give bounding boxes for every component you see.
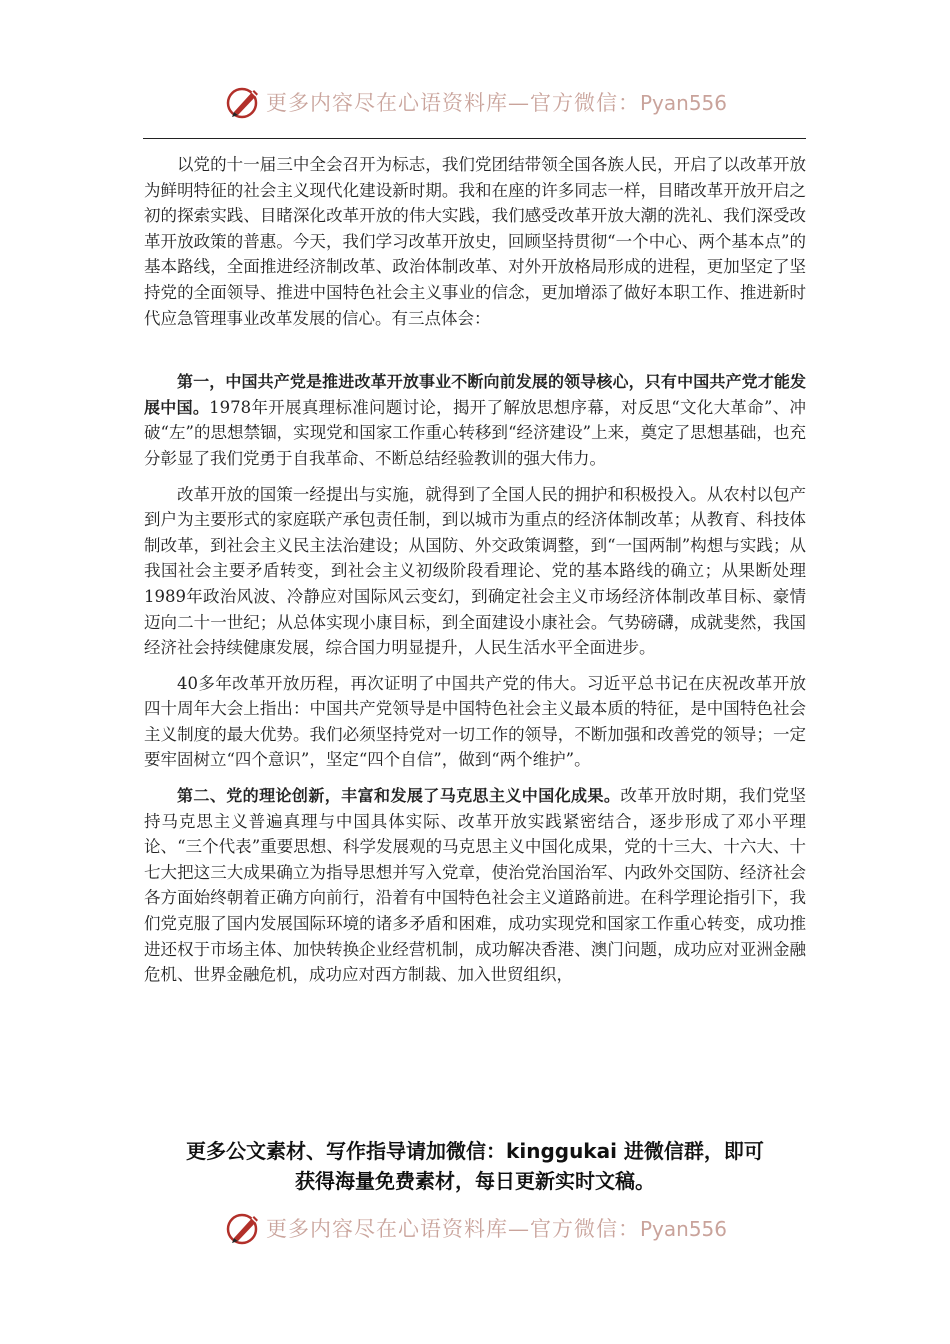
header-wechat-id: Pyan556: [640, 91, 728, 115]
promo-notice: [130, 1136, 820, 1196]
paragraph-point-two: [144, 783, 806, 988]
paragraph-forty-years: 40多年改革开放历程，再次证明了中国共产党的伟大。习近平总书记在庆祝改革开放四十周年大会上指出：中国共产党领导是中国特色社会主义最本质的特征，是中国特色社会主义制度的最大优势。我们必须坚持党对一切工作的领导，不断加强和改善党的领导；一定要牢固树立“四个意识”，坚定“四个自信”，做到“两个维护”。: [144, 673, 806, 770]
footer-banner: [224, 1208, 744, 1248]
promo-line-1: 更多公文素材、写作指导请加微信：kinggukai 进微信群，即可: [186, 1139, 764, 1163]
paragraph-point-two-text: 改革开放时期，我们党坚持马克思主义普遍真理与中国具体实际、改革开放实践紧密结合，逐步形成了邓小平理论、“三个代表”重要思想、科学发展观的马克思主义中国化成果，党的十三大、十六大、十七大把这三大成果确立为指导思想并写入党章，使治党治国治军、内政外交国防、经济社会各方面始终朝着正确方向前行，沿着有中国特色社会主义道路前进。在科学理论指引下，我们党克服了国内发展国际环境的诸多矛盾和困难，成功实现党和国家工作重心转变，成功推进还权于市场主体、加快转换企业经营机制，成功解决香港、澳门问题，成功应对亚洲金融危机、世界金融危机，成功应对西方制裁、加入世贸组织，: [144, 786, 806, 985]
header-banner: [224, 82, 744, 122]
paragraph-point-one-text: 1978年开展真理标准问题讨论，揭开了解放思想序幕，对反思“文化大革命”、冲破“左”的思想禁锢，实现党和国家工作重心转移到“经济建设”上来，奠定了思想基础，也充分彰显了我们党勇于自我革命、不断总结经验教训的强大伟力。: [144, 397, 806, 468]
paragraph-point-one: [144, 369, 806, 471]
pen-logo-icon: [224, 82, 264, 122]
header-divider: [143, 138, 806, 139]
pen-logo-icon: [224, 1208, 264, 1248]
header-banner-text: 更多内容尽在心语资料库—官方微信：Pyan556: [266, 91, 728, 115]
footer-wechat-id: Pyan556: [640, 1217, 728, 1241]
paragraph-reform-policy: 改革开放的国策一经提出与实施，就得到了全国人民的拥护和积极投入。从农村以包产到户为主要形式的家庭联产承包责任制，到以城市为重点的经济体制改革；从教育、科技体制改革，到社会主义民主法治建设；从国防、外交政策调整，到“一国两制”构想与实践；从我国社会主要矛盾转变，到社会主义初级阶段看理论、党的基本路线的确立；从果断处理1989年政治风波、冷静应对国际风云变幻，到确定社会主义市场经济体制改革目标、豪情迈向二十一世纪；从总体实现小康目标，到全面建设小康社会。气势磅礴，成就斐然，我国经济社会持续健康发展，综合国力明显提升，人民生活水平全面进步。: [144, 484, 806, 658]
footer-banner-text: 更多内容尽在心语资料库—官方微信：Pyan556: [266, 1217, 728, 1241]
heading-point-two: 第二、党的理论创新，丰富和发展了马克思主义中国化成果。: [177, 786, 621, 806]
paragraph-intro: 以党的十一届三中全会召开为标志，我们党团结带领全国各族人民，开启了以改革开放为鲜明特征的社会主义现代化建设新时期。我和在座的许多同志一样，目睹改革开放开启之初的探索实践、目睹深化改革开放的伟大实践，我们感受改革开放大潮的洗礼、我们深受改革开放政策的普惠。今天，我们学习改革开放史，回顾坚持贯彻“一个中心、两个基本点”的基本路线，全面推进经济制改革、政治体制改革、对外开放格局形成的进程，更加坚定了坚持党的全面领导、推进中国特色社会主义事业的信念，更加增添了做好本职工作、推进新时代应急管理事业改革发展的信心。有三点体会：: [144, 155, 806, 328]
document-body: [144, 152, 806, 988]
heading-point-one: 第一，中国共产党是推进改革开放事业不断向前发展的领导核心，只有中国共产党才能发展中国。: [144, 372, 806, 417]
promo-line-2: 获得海量免费素材，每日更新实时文稿。: [295, 1169, 655, 1193]
